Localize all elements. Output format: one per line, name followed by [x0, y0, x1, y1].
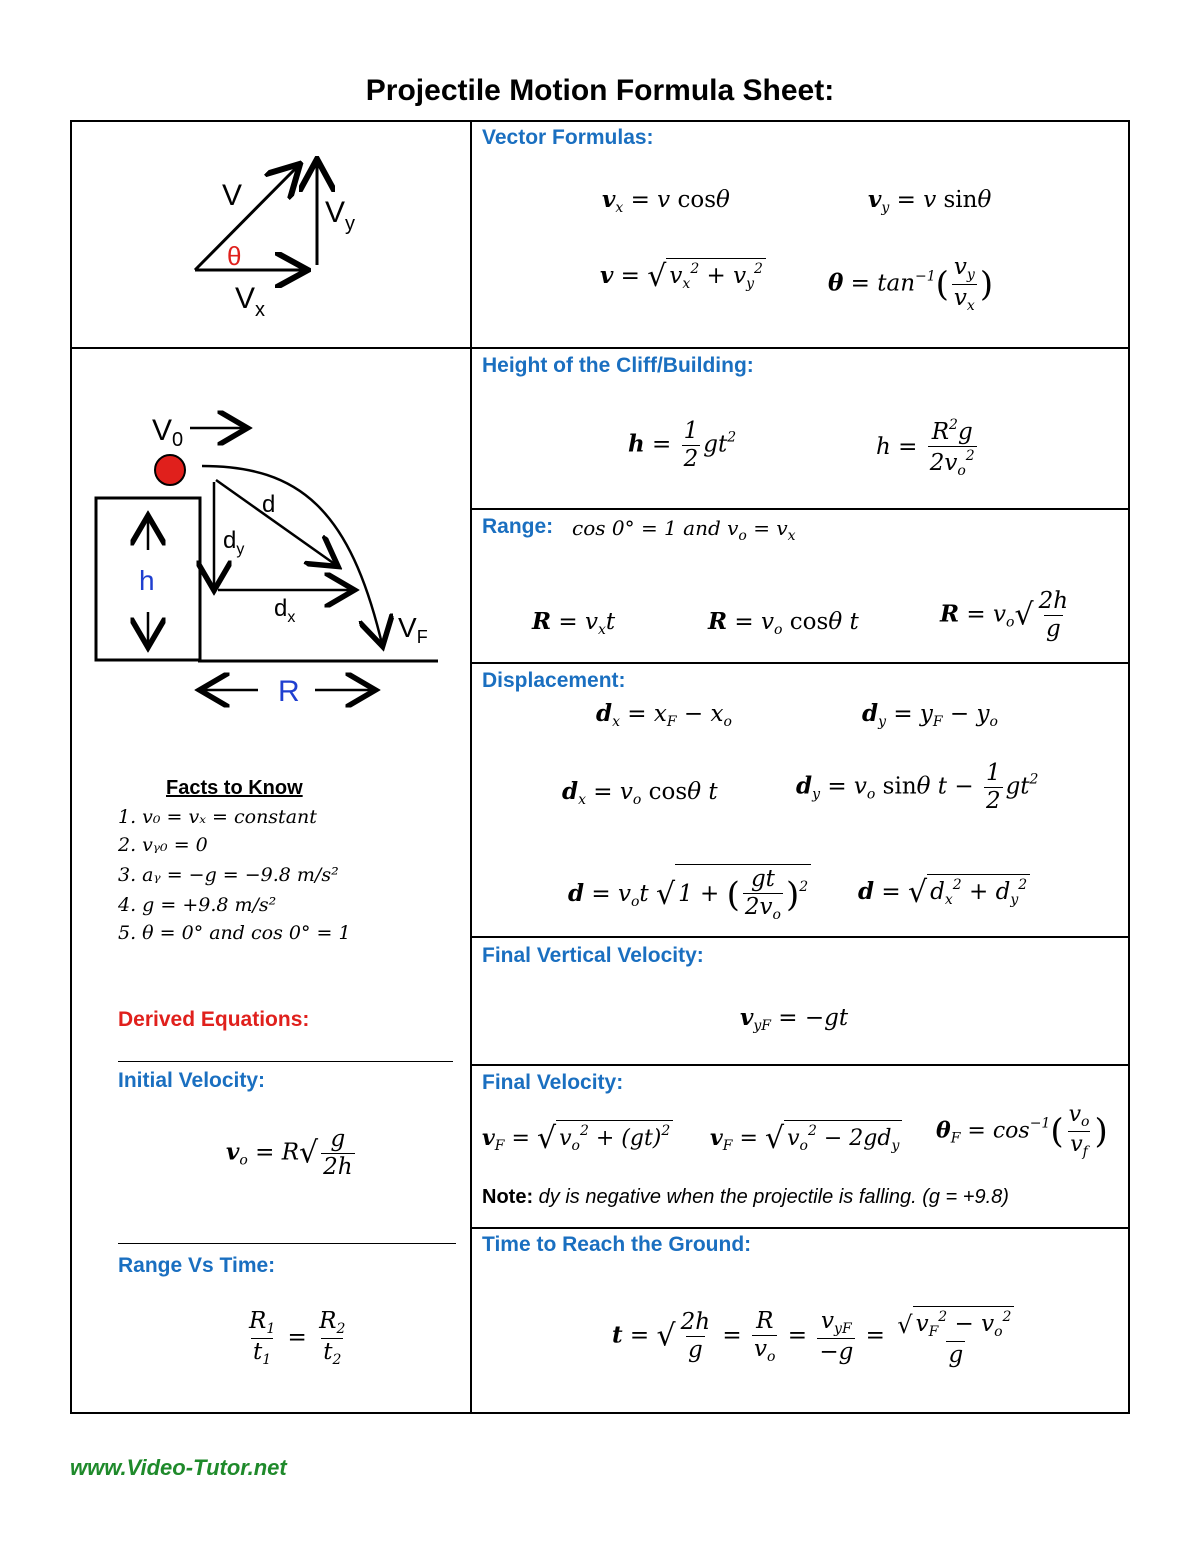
height-heading: Height of the Cliff/Building:	[482, 354, 754, 377]
fact-item: 5. θ = 0° and cos 0° = 1	[118, 922, 351, 944]
vy-label: $V_y$	[325, 196, 356, 235]
fact-item: 3. aᵧ = −g = −9.8 m/s²	[118, 864, 339, 886]
theta-label: θ	[227, 241, 242, 271]
dy-position-formula: $d_y = y_F - y_o$	[862, 700, 998, 730]
final-velocity-formula-1: $v_F$ = √ $v_o^2 + (gt)^2$	[482, 1120, 673, 1154]
dx-position-formula: $d_x = x_F - x_o$	[596, 700, 732, 730]
note-text: Note: dy is negative when the projectile is falling. (g = +9.8)	[482, 1186, 1009, 1208]
range-formula-3: $R = v_o√$ $\frac{2h}{g}$	[940, 588, 1069, 642]
range-formula-2: $R = v_o$ cosθ t	[708, 608, 859, 638]
height-formula-range: h = $\frac{R^2g}{2v_o^2}$	[876, 417, 975, 479]
footer-website: www.Video-Tutor.net	[70, 1455, 287, 1480]
range-heading: Range:	[482, 515, 554, 538]
row-divider-vector	[70, 347, 1130, 349]
v0-label: $V_0$	[152, 414, 184, 451]
fact-item: 1. v₀ = vₓ = constant	[118, 806, 317, 828]
page-title: Projectile Motion Formula Sheet:	[365, 74, 835, 107]
row-divider-height	[470, 508, 1130, 510]
initial-velocity-heading: Initial Velocity:	[118, 1069, 266, 1092]
range-vs-time-formula: $\frac{R_1}{t_1}$ = $\frac{R_2}{t_2}$	[249, 1308, 346, 1368]
row-divider-final-vertical	[470, 1064, 1130, 1066]
row-divider-final-velocity	[470, 1227, 1130, 1229]
dx-velocity-formula: $d_x = v_o$ cosθ t	[562, 778, 718, 808]
d-label: d	[262, 491, 276, 518]
h-label: h	[139, 565, 155, 596]
range-formula-1: $R = v_xt$	[532, 608, 616, 638]
row-divider-displacement	[470, 936, 1130, 938]
vector-triangle-diagram	[150, 150, 390, 330]
dx-label: $d_x$	[274, 595, 296, 626]
time-to-ground-heading: Time to Reach the Ground:	[482, 1233, 752, 1256]
final-vertical-velocity-formula: $v_{yF} = -gt$	[740, 1004, 849, 1034]
fact-item: 2. vᵧ₀ = 0	[118, 834, 208, 856]
facts-title: Facts to Know	[166, 777, 303, 799]
height-formula-time: h = $\frac{1}{2}$ $gt^2$	[628, 418, 737, 472]
dy-label: $d_y$	[223, 527, 245, 558]
vx-label: $V_x$	[235, 282, 266, 321]
derived-equations-heading: Derived Equations:	[118, 1008, 310, 1031]
vf-label: $V_F$	[398, 612, 428, 647]
displacement-heading: Displacement:	[482, 669, 626, 692]
final-velocity-formula-2: $v_F$ = √ $v_o^2 - 2gd_y$	[710, 1120, 902, 1154]
projectile-ball	[155, 455, 185, 485]
v-magnitude-formula: v = √ $v_x^2 + v_y^2$	[600, 258, 766, 292]
separator-line	[118, 1243, 456, 1244]
d-magnitude-formula-2: d = √ $d_x^2 + d_y^2$	[858, 874, 1030, 908]
d-magnitude-formula-1: $d = v_ot$ √ 1 + ( $\frac{gt}{2v_o}$ )$^2$	[568, 864, 811, 922]
time-to-ground-formula: t = √ $\frac{2h}{g}$ = $\frac{R}{v_o}$ = $\frac{v_{yF}}{-g}$ = $\frac{√ v_F^2 - v_o^2}{g}$	[612, 1306, 1019, 1367]
theta-formula: $\theta = \tan^{-1}$( $\frac{v_y}{v_x}$ )	[828, 254, 994, 314]
v-label: V	[222, 179, 243, 212]
separator-line	[118, 1061, 453, 1062]
fact-item: 4. g = +9.8 m/s²	[118, 894, 277, 916]
vector-formulas-heading: Vector Formulas:	[482, 126, 654, 149]
dy-velocity-formula: $d_y = v_o$ sinθ t − $\frac{1}{2}$ $gt^2$	[796, 760, 1039, 814]
final-angle-formula: $\theta_F = \cos^{-1}$( $\frac{v_o}{v_f}$ )	[936, 1102, 1108, 1160]
column-divider	[470, 120, 472, 1414]
row-divider-range	[470, 662, 1130, 664]
r-label: R	[278, 675, 300, 708]
range-vs-time-heading: Range Vs Time:	[118, 1254, 276, 1277]
vx-formula: $v_x = v$ cosθ	[602, 186, 730, 216]
cliff-projectile-diagram	[90, 400, 450, 720]
vy-formula: $v_y = v$ sinθ	[868, 186, 992, 216]
range-condition: cos 0° = 1 and $v_o = v_x$	[572, 516, 796, 544]
final-velocity-heading: Final Velocity:	[482, 1071, 624, 1094]
resultant-vector-arrow	[195, 166, 298, 270]
final-vertical-velocity-heading: Final Vertical Velocity:	[482, 944, 704, 967]
initial-velocity-formula: $v_o = R√$ $\frac{g}{2h}$	[226, 1126, 353, 1180]
